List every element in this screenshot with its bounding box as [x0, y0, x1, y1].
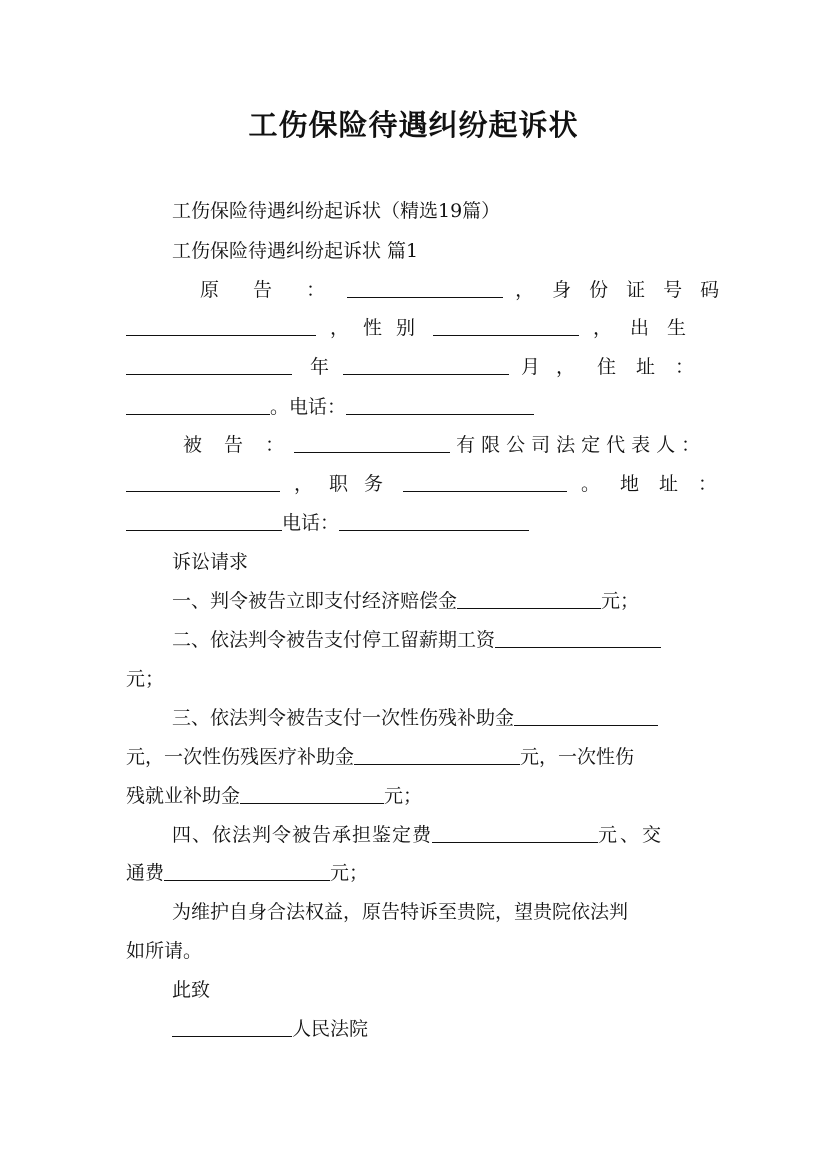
claim-3-amount-blank-2: [354, 744, 520, 765]
claim-4-text: 四、依法判令被告承担鉴定费: [172, 824, 433, 846]
claim-2-cont: 元；: [126, 668, 165, 690]
id-label: ，身份证号码: [515, 279, 738, 301]
salutation: 此致: [172, 979, 211, 1001]
gender-blank: [433, 315, 579, 336]
closing-paragraph-cont: 如所请。: [126, 940, 203, 962]
court-line: [172, 1014, 702, 1044]
claim-3-line-2: [126, 742, 702, 772]
claim-3-text: 三、依法判令被告支付一次性伤残补助金: [172, 707, 515, 729]
defendant-address-label: 。地址：: [581, 473, 738, 495]
claim-3-text-2: 元，一次性伤残医疗补助金: [126, 746, 355, 768]
representative-blank: [126, 471, 280, 492]
year-label: 年: [310, 356, 330, 378]
claim-1-unit: 元；: [601, 590, 640, 612]
claim-1: [172, 586, 702, 616]
section-heading: 工伤保险待遇纠纷起诉状 篇1: [172, 240, 419, 262]
defendant-address-blank: [126, 510, 282, 531]
claims-heading: 诉讼请求: [172, 551, 249, 573]
claim-4-unit: 元；: [330, 862, 369, 884]
claim-3: [172, 703, 702, 733]
birth-month-blank: [343, 354, 509, 375]
claim-4-text-2: 元、交: [598, 824, 665, 846]
claim-3-unit: 元；: [384, 785, 423, 807]
plaintiff-line-2: [126, 313, 705, 343]
claim-2: [172, 625, 702, 655]
claim-3-text-3: 元，一次性伤: [520, 746, 635, 768]
subtitle: 工伤保险待遇纠纷起诉状（精选19篇）: [172, 200, 501, 222]
defendant-line-3: [126, 508, 702, 538]
plaintiff-line-3: [126, 352, 715, 382]
closing-paragraph: 为维护自身合法权益，原告特诉至贵院，望贵院依法判: [172, 901, 629, 923]
claim-4-amount-blank-1: [432, 822, 598, 843]
company-name-blank: [294, 432, 450, 453]
plaintiff-label: 原 告 ：: [200, 279, 340, 301]
address-label: 住址：: [597, 356, 715, 378]
court-name-blank: [172, 1016, 292, 1037]
defendant-phone-blank: [339, 510, 529, 531]
defendant-line-1: [183, 430, 707, 460]
claim-1-amount-blank: [457, 588, 601, 609]
plaintiff-phone-blank: [346, 394, 534, 415]
plaintiff-name-blank: [347, 277, 503, 298]
claim-3-amount-blank-3: [240, 783, 384, 804]
position-blank: [403, 471, 567, 492]
birth-label: ，出生: [593, 317, 705, 339]
court-label: 人民法院: [292, 1018, 369, 1040]
plaintiff-line-1: [200, 275, 738, 305]
address-blank: [126, 394, 270, 415]
defendant-line-2: [126, 469, 738, 499]
claim-3-line-3: [126, 781, 702, 811]
plaintiff-line-4: [126, 392, 702, 422]
claim-4-line-2: [126, 858, 702, 888]
id-number-blank: [126, 315, 316, 336]
claim-2-amount-blank: [495, 627, 661, 648]
month-label: 月，: [521, 356, 592, 378]
claim-4-amount-blank-2: [164, 860, 330, 881]
birth-year-blank: [126, 354, 292, 375]
document-title: 工伤保险待遇纠纷起诉状: [248, 108, 579, 142]
gender-label: ，性别: [330, 317, 430, 339]
company-rep-label: 有限公司法定代表人：: [456, 434, 707, 456]
defendant-label: 被 告 ：: [183, 434, 293, 456]
position-label: ，职务: [294, 473, 400, 495]
claim-1-text: 一、判令被告立即支付经济赔偿金: [172, 590, 458, 612]
claim-4-text-3: 通费: [126, 862, 165, 884]
defendant-phone-label: 电话：: [282, 512, 340, 534]
claim-3-amount-blank-1: [514, 705, 658, 726]
claim-3-text-4: 残就业补助金: [126, 785, 241, 807]
plaintiff-phone-label: 。电话：: [270, 396, 347, 418]
claim-2-text: 二、依法判令被告支付停工留薪期工资: [172, 629, 496, 651]
claim-4: [172, 820, 702, 850]
